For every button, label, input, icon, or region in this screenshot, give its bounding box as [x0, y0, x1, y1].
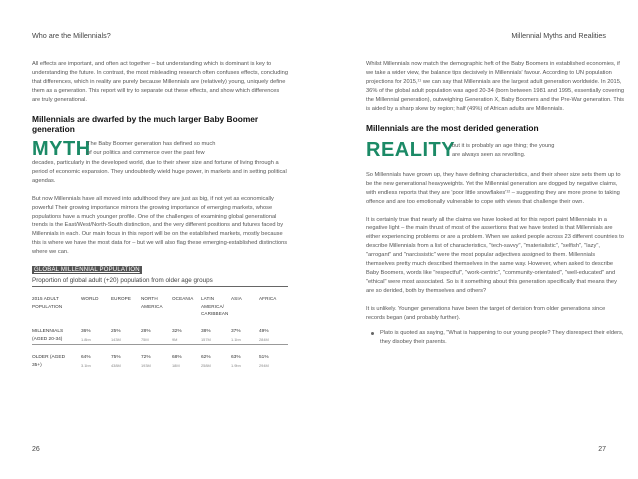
table-cell: 143M	[111, 336, 121, 342]
right-page-number: 27	[598, 446, 606, 453]
table-cell: 25%	[111, 328, 121, 334]
table-cell: 294M	[259, 362, 269, 368]
table-divider-cell	[32, 344, 288, 354]
table-cell: 28%	[141, 328, 151, 334]
table-header-row	[32, 303, 288, 310]
table-cell: 157M	[201, 336, 211, 342]
table-cell: 51%	[259, 354, 269, 360]
derision-paragraph: It is unlikely. Younger generations have been the target of derision from older generations since records began (and probably further).	[366, 306, 606, 322]
left-column	[32, 60, 288, 370]
column-header: OCEANIA	[172, 296, 194, 302]
table-cell: 1.1bn	[231, 336, 241, 342]
table-cell: 75M	[141, 336, 149, 342]
table-cell: 68%	[172, 354, 182, 360]
reality-text-line2: are always seen as revolting.	[452, 151, 526, 158]
column-header-blank	[81, 303, 111, 310]
table-spacer	[32, 318, 288, 328]
table-row	[32, 336, 288, 345]
column-header-blank	[259, 310, 288, 317]
column-header-blank	[172, 310, 201, 317]
derided-heading: Millennials are the most derided generation	[366, 122, 539, 133]
myth-text-line2: of our politics and commerce over the past few	[87, 149, 205, 156]
column-header: POPULATION	[32, 303, 63, 309]
row-label: 35+)	[32, 362, 42, 368]
column-header: LATIN	[201, 296, 215, 302]
left-running-header: Who are the Millennials?	[32, 31, 111, 40]
table-cell: 64%	[81, 354, 91, 360]
snowflakes-paragraph: So Millennials have grown up, they have defining characteristics, and their sheer size sets them up to be the new generational heavyweights. Yet the Millennial generation are dogged by negative claims, with endless reports that they are 'poor little snowflakes'¹² – suggesting they are more prone to taking offence and are too emotionally vulnerable to cope with views that challenge their own.	[366, 171, 621, 205]
myth-callout	[32, 137, 288, 160]
table-cell: 3.1bn	[81, 362, 91, 368]
table-cell: 1.9bn	[231, 362, 241, 368]
table-header-row	[32, 310, 288, 317]
intro-paragraph: All effects are important, and often act together – but understanding which is dominant is key to understanding the future. In contrast, the most misleading research often confuses effects, concluding that differences, which in reality are purely because Millennials are (relatively) young, uniquely define them as a generation. This report will try to separate out these effects, and show which differences are truly generational.	[32, 61, 288, 103]
column-header-blank	[231, 310, 259, 317]
demographics-paragraph: Whilst Millennials now match the demographic heft of the Baby Boomers in established economies, if we take a wider view, the balance tips decisively in Millennials' favour. According to UN population projections for 2015,¹¹ we can say that Millennials are the largest adult generation worldwide. In 2015, 36% of the global adult population was aged 20-34 (born between 1981 and 1995, essentially covering the Millennial generation), outweighing Generation X, Baby Boomers and the Pre-War generation. This is aided by a sharp skew by region; half (49%) of African adults are Millennials.	[366, 61, 625, 112]
table-row	[32, 362, 288, 370]
column-header: 2015 ADULT	[32, 296, 59, 302]
column-header-blank	[111, 303, 141, 310]
table-divider	[32, 344, 288, 354]
table-cell: 18M	[172, 362, 180, 368]
column-header: WORLD	[81, 296, 99, 302]
reality-word: REALITY	[366, 138, 456, 161]
row-label: OLDER (AGED	[32, 354, 66, 360]
column-header: AMERICA/	[201, 303, 225, 309]
table-cell: 9M	[172, 336, 178, 342]
column-header: AFRICA	[259, 296, 277, 302]
table-cell: 75%	[111, 354, 121, 360]
claims-paragraph: It is certainly true that nearly all the claims we have looked at for this report paint Millennials in a negative light – the main thrust of most of the assertions that we have tested is that Millennials are either experiencing problems or are a problem. When we asked people across 23 different countries to describe Millennials from a list of characteristics, "tech-savvy", "materialistic", "selfish", "lazy", "arrogant" and "narcissistic" were the most popular adjectives assigned to them. Millennials themselves pretty much described themselves in the same way. However, when asked to describe Baby Boomers, words like "respectful", "work-centric", "community-orientated", "well-educated" and "ethical" were most associated. So is it something about this generation specifically that means they are so derided, both by themselves and others?	[366, 216, 624, 295]
table-cell: 63%	[231, 354, 241, 360]
bullet-icon	[371, 332, 374, 335]
myth-word: MYTH	[32, 137, 91, 160]
reality-callout	[366, 138, 625, 164]
column-header: NORTH	[141, 296, 158, 302]
row-label: MILLENNIALS	[32, 328, 64, 334]
population-table	[32, 295, 288, 369]
plato-quote: Plato is quoted as saying, "What is happening to our young people? They disrespect their elders, they disobey their parents.	[380, 330, 624, 345]
table-row	[32, 328, 288, 336]
table-cell: 258M	[201, 362, 211, 368]
myth-text-continued: decades, particularly in the developed world, due to their sheer size and fortune of living through a period of economic expansion. They undoubtedly wield huge power, in markets and in setting political agendas.	[32, 159, 287, 184]
table-cell: 193M	[141, 362, 151, 368]
column-header-blank	[141, 310, 172, 317]
plato-bullet	[366, 329, 625, 347]
table-title: GLOBAL MILLENNIAL POPULATION	[34, 267, 140, 274]
table-cell: 38%	[201, 328, 211, 334]
boomer-heading: Millennials are dwarfed by the much larger Baby Boomer generation	[32, 113, 259, 134]
column-header-blank	[172, 303, 201, 310]
column-header-blank	[231, 303, 259, 310]
table-cell: 438M	[111, 362, 121, 368]
right-running-header: Millennial Myths and Realities	[511, 31, 606, 40]
table-cell: 72%	[141, 354, 151, 360]
right-column	[366, 60, 625, 347]
table-row	[32, 354, 288, 362]
table-cell: 62%	[201, 354, 211, 360]
table-header-row	[32, 295, 288, 302]
table-cell: 49%	[259, 328, 269, 334]
column-header-blank	[259, 303, 288, 310]
table-spacer-cell	[32, 318, 288, 328]
column-header: CARIBBEAN	[201, 311, 229, 317]
table-cell: 37%	[231, 328, 241, 334]
myth-text-line1: The Baby Boomer generation has defined so much	[87, 140, 216, 147]
emerging-markets-paragraph: But now Millennials have all moved into adulthood they are just as big, if not yet as economically powerful Their growing importance mirrors the growing importance of emerging markets, whose populations have a much younger profile. One of the challenges of examining global generational trends is the East/West/North-South distinction, and the very different positions and futures faced by Millennials in each. Our main focus in this report will be on the established markets, mostly because this is where we have the most data for – but we will also flag these emerging-established distinctions where we can.	[32, 195, 288, 256]
column-header: AMERICA	[141, 303, 163, 309]
column-header-blank	[81, 310, 111, 317]
left-page-number: 26	[32, 446, 40, 453]
table-subtitle: Proportion of global adult (+20) population from older age groups	[32, 276, 288, 287]
table-cell: 32%	[172, 328, 182, 334]
table-cell: 284M	[259, 336, 269, 342]
table-cell: 1.8bn	[81, 336, 91, 342]
table-cell: 36%	[81, 328, 91, 334]
column-header-blank	[111, 310, 141, 317]
reality-text-line1: but it is probably an age thing; the young	[452, 142, 555, 149]
column-header: EUROPE	[111, 296, 132, 302]
row-label: (AGED 20-34)	[32, 336, 63, 342]
right-page	[319, 0, 638, 479]
column-header: ASIA	[231, 296, 242, 302]
column-header-blank	[32, 310, 81, 317]
